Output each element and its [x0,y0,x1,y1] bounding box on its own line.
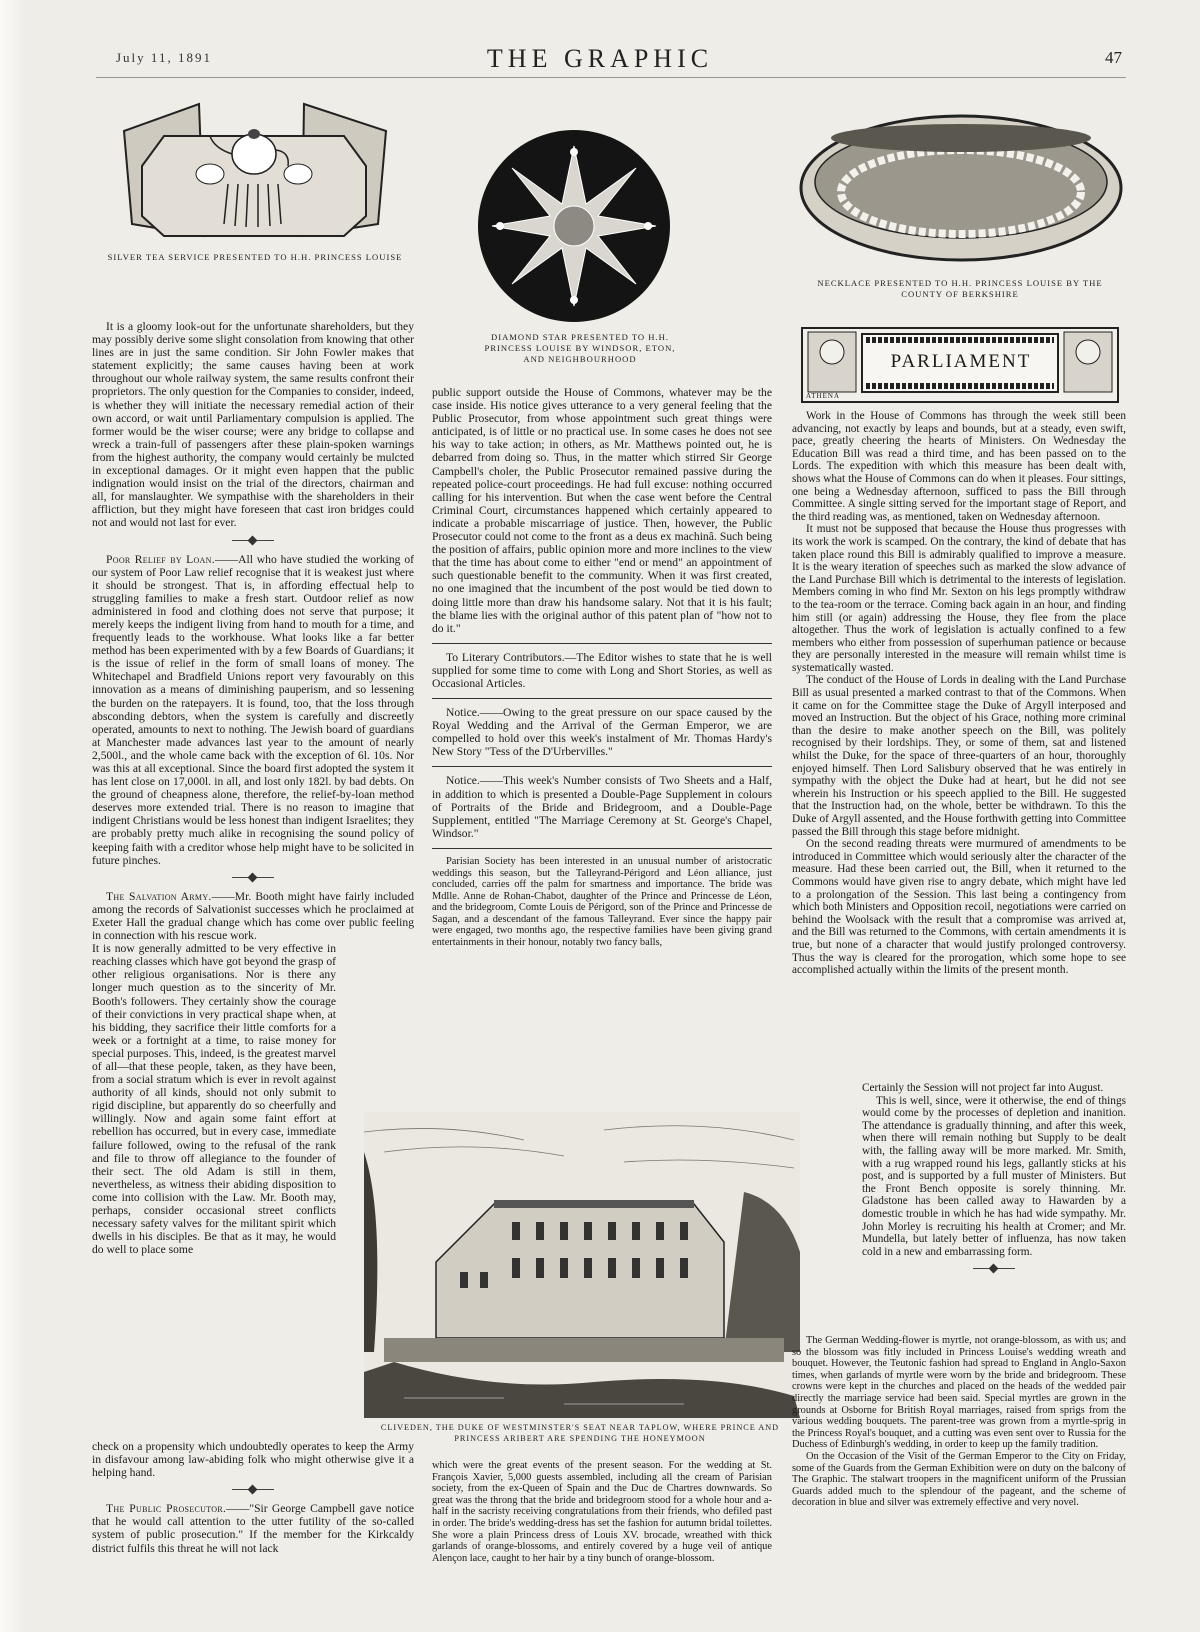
article-prosecutor-cont: public support outside the House of Commons, whatever may be the case inside. His notice gives utterance to a very general feeling that the Public Prosecutor, from whose appointment such great things were anticipated, is of little or no practical use. In some cases he does not see his way to take action; in others, as Mr. Matthews pointed out, he is debarred from doing so. Thus, in the matter which stirred Sir George Campbell's choler, the Public Prosecutor remained passive during the repeated police-court proceedings. He had full excuse: nothing occurred calling for his intervention. But when the case went before the Central Criminal Court, circumstances happened which certainly appeared to indicate a probable miscarriage of justice. Then, however, the Public Prosecutor could not come to the front as a deus ex machinâ. Such being the position of affairs, public opinion more and more inclines to the view that the time has about come to either "end or mend" an appointment of such questionable benefit to the community. When it was first created, no one imagined that the incumbent of the post would be tied down to doing little more than draw his handsome salary. Not that it is his fault; the blame lies with the original author of this patent plan of "how not to do it." [432,386,772,635]
article-public-prosecutor [92,1502,414,1554]
column-right-narrow [862,1082,1126,1279]
notice-tess: Notice.——Owing to the great pressure on our space caused by the Royal Wedding and the Arrival of the German Emperor, we are compelled to hold over this week's instalment of Mr. Thomas Hardy's New Story "Tess of the D'Urbervilles." [432,698,772,758]
cliveden-illustration [364,1112,800,1418]
column-right [792,410,1126,977]
parliament-banner-label: PARLIAMENT [890,351,1032,372]
column-right-lower [792,1335,1126,1509]
article-parliament-4: On the second reading threats were murmured of amendments to be introduced in Committee which would seriously alter the character of the measure. Had these been carried out, the Bill, when it returned to the Commons would have given rise to angry debate, which might have led to a prolongation of the Session. This last being a contingency from which both Ministers and Opposition recoil, negotiations were carried on behind the Woolsack with the result that a compromise was arrived at, and the Bill was returned to the Commons, with certain amendments it is true, but none of a character that would justify prolonged controversy. Thus the way is cleared for the prorogation, which some hope to see accomplished actually within the limits of the present month. [792,838,1126,977]
masthead-title: THE GRAPHIC [486,44,714,73]
article-parisian-society: Parisian Society has been interested in an unusual number of aristocratic weddings this season, but the Talleyrand-Périgord and Léon alliance, just concluded, carries off the palm for smartness and importance. The bride was Mdlle. Anne de Rohan-Chabot, daughter of the Prince and Princesse de Léon, and the bridegroom, Comte Louis de Périgord, son of the Prince and Princesse de Sagan, and a descendant of the famous Talleyrand. Ever since the happy pair were engaged, two months ago, the respective families have been giving grand entertainments in their honour, notably two fancy balls, [432,848,772,949]
article-german-emperor: On the Occasion of the Visit of the German Emperor to the City on Friday, some of the Guards from the German Exhibition were on duty on the balcony of The Graphic. The stalwart troopers in the magnificent uniform of the Prussian Guards added much to the splendour of the pageant, and the scheme of decoration in blue and silver was extremely effective and very novel. [792,1450,1126,1509]
heading-salvation-army: The Salvation Army. [106,889,212,903]
section-divider [232,877,274,878]
notice-literary-contributors: To Literary Contributors.—The Editor wishes to state that he is well supplied for some time to come with Long and Short Stories, as well as Occasional Articles. [432,643,772,690]
notice-supplements: Notice.——This week's Number consists of Two Sheets and a Half, in addition to which is presented a Double-Page Supplement in colours of Portraits of the Bride and Bridegroom, and a Double-Page Supplement, entitled "The Marriage Ceremony at St. George's Chapel, Windsor." [432,766,772,839]
necklace-illustration [796,108,1126,268]
caption-cliveden: CLIVEDEN, THE DUKE OF WESTMINSTER'S SEAT NEAR TAPLOW, WHERE PRINCE AND PRINCESS ARIBERT ARE SPENDING THE HONEYMOON [380,1423,780,1443]
body-salvation-army: ——Mr. Booth might have fairly included among the records of Salvationist successes which he proclaimed at Exeter Hall the gradual change which has come over public feeling in connection with his rescue work. [92,889,414,943]
article-railway-bridges: It is a gloomy look-out for the unfortunate shareholders, but they may possibly derive some slight consolation from knowing that other lines are in just the same condition. Sir John Fowler makes that statement explicitly; the same causes having been at work throughout our whole railway system, the same results confront their proprietors. The only question for the Companies to consider, indeed, is whether they will initiate the necessary remedial action of their own accord, or wait until Parliamentary compulsion is applied. The former would be the wiser course; were any bridge to collapse and wreck a train-full of passengers after these plain-spoken warnings from the highest authority, the company would certainly be mulcted in exceptional damages. Or it might even happen that the public indignation would insist on the trial of the directors, chairman and all, for manslaughter. We sympathise with the shareholders in their affliction, but they might have foreseen that cast iron bridges could not and would not last for ever. [92,320,414,530]
article-parliament-5b: This is well, since, were it otherwise, the end of things would come by the processes of depletion and inanition. The attendance is gradually thinning, and after this week, when there will remain nothing but Supply to be dealt with, the falling away will be more marked. Mr. Smith, with a rug wrapped round his legs, gallantly sticks at his post, and is supported by a full muster of Ministers. But the Front Bench opposite is sorely thinning. Mr. Gladstone has been called away to Hawarden by a domestic trouble in which he has had wide sympathy. Mr. John Morley is recruiting his health at Cromer; and Mr. Mundella, but lately better of influenza, has now taken cold in a new and embarrassing form. [862,1094,1126,1258]
parliament-banner-figure: ATHENA [806,392,840,400]
page-number: 47 [1105,48,1122,67]
tea-service-illustration [104,96,404,246]
article-parisian-society-cont: which were the great events of the present season. For the wedding at St. François Xavier, 5,000 guests assembled, including all the cream of Parisian society, from the ex-Queen of Spain and the Duc de Chartres downwards. So great was the throng that the bride and bridegroom stood for a whole hour and a-half in the sacristy receiving congratulations from their friends, who defiled past in order. The bride's wedding-dress has set the fashion for autumn bridal toilettes. She wore a plain Princess dress of Louis XV. brocade, wreathed with thick garlands of orange-blossoms, and entirely covered by a huge veil of antique Alençon lace, caught to her hair by a tiny bunch of orange-blossom. [432,1460,772,1564]
heading-poor-relief: Poor Relief by Loan. [106,552,215,566]
body-salvation-army-end: check on a propensity which undoubtedly operates to keep the Army in disfavour among law-abiding folk who might otherwise give it a helping hand. [92,1440,414,1480]
caption-diamond-star: DIAMOND STAR PRESENTED TO H.H. PRINCESS LOUISE BY WINDSOR, ETON, AND NEIGHBOURHOOD [484,332,676,364]
article-parliament-2: It must not be supposed that because the House thus progresses with its work the work is scamped. On the contrary, the kind of debate that has taken place round this Bill is admirably qualified to improve a measure. It is the weary iteration of speeches such as marked the slow advance of the Land Purchase Bill which is detrimental to the interests of legislation. Members coming in who find Mr. Sexton on his legs promptly withdraw to the tea-room or the terrace. Coming back again in an hour, and finding him still (or again) addressing the House, they flee from the place altogether. Thus the work of legislation is actually confined to a few members who either from possession of superhuman patience or because they are personally interested in the measure will remain whilst time is systematically wasted. [792,523,1126,674]
body-public-prosecutor: ——"Sir George Campbell gave notice that he would call attention to the utter futility of the so-called system of public prosecution." If the member for the Kirkcaldy district fulfils this threat he will not lack [92,1502,414,1555]
page-edge [0,0,26,1632]
column-left-lower [92,1440,414,1555]
article-salvation-army [92,890,414,942]
section-divider [232,1489,274,1490]
article-poor-relief [92,553,414,867]
issue-date: July 11, 1891 [116,50,212,65]
column-middle [432,386,772,949]
diamond-star-illustration [476,128,672,324]
caption-tea-service: SILVER TEA SERVICE PRESENTED TO H.H. PRINCESS LOUISE [107,252,403,262]
article-wedding-flower: The German Wedding-flower is myrtle, not orange-blossom, as with us; and so the blossom was fitly included in Princess Louise's wedding wreath and bouquet. However, the Teutonic fashion had spread to England in Anglo-Saxon times, when garlands of myrtle were worn by the bride and bridegroom. These crowns were kept in the churches and placed on the heads of the wedded pair directly the marriage service had been said. Special myrtles are grown in the grounds at Osborne for British Royal marriages, raised from sprigs from the various wedding bouquets. The parent-tree was grown from a myrtle-sprig in the Princess Royal's bouquet, and a cutting was even sent over to Russia for the Duchess of Edinburgh's wedding, in order to keep up the family tradition. [792,1335,1126,1451]
body-poor-relief: ——All who have studied the working of our system of Poor Law relief recognise that it is weakest just where it should be strongest. That is, in affording effectual help to struggling families to make a fresh start. Outdoor relief as now administered in food and clothing does not serve that purpose; it merely keeps the indigent living from hand to mouth for a time, and frequently leads to the workhouse. What looks like a far better method has been experimented with by a few Boards of Guardians; it is the issue of relief in the form of small loans of money. The Whitechapel and Bradfield Unions report very favourably on this innovation as a means of diminishing pauperism, and so lessening the burden on the ratepayers. It is found, too, that the loss through absconding debtors, when the system is carefully and discreetly operated, amounts to next to nothing. The Jewish board of guardians at Manchester made advances last year to the amount of nearly 2,500l., and the whole came back with the exception of 6l. 10s. Nor was this at all exceptional. Since the board first adopted the system it has lent close on 17,000l. in all, and lost only 182l. by bad debts. On the ground of cheapness alone, therefore, the relief-by-loan method deserves more extended trial. There is no reason to imagine that indigent Christians would be less honest than indigent Israelites; they are probably pretty much alike in recognising the sound policy of keeping faith with a creditor whose help might have to be solicited in future pinches. [92,552,415,867]
body-salvation-army-wrap: It is now generally admitted to be very effective in reaching classes which have got beyond the grasp of other religious organisations. Nor is there any longer much question as to the sincerity of Mr. Booth's followers. They certainly show the courage of their convictions in very practical shape when, at his bidding, they sacrifice their little comforts for a week or a fortnight at a time, to raise money for special purposes. This, indeed, is the greatest marvel of all—that these people, taken, as they have been, from a social stratum which is ever in revolt against authority of all kinds, should not only submit to rigid discipline, but apparently do so cheerfully and willingly. Now and again some faint effort at rebellion has occurred, but in every case, immediate failure followed, owing to the refusal of the rank and file to throw off allegiance to the founder of their sect. The old Adam is still in them, nevertheless, as witness their abiding disposition to come into collision with the Law. Mr. Booth may, perhaps, consider occasional street conflicts necessary safety valves for the militant spirit which dwells in his disciples. Be that as it may, he would do well to place some [92,942,336,1257]
column-middle-lower [432,1460,772,1564]
caption-necklace: NECKLACE PRESENTED TO H.H. PRINCESS LOUISE BY THE COUNTY OF BERKSHIRE [817,278,1103,299]
header-rule [96,77,1126,78]
section-divider [973,1268,1015,1269]
article-parliament-3: The conduct of the House of Lords in dealing with the Land Purchase Bill as usual presented a marked contrast to that of the Commons. When it came on for the Committee stage the Duke of Argyll interposed and moved an Instruction. But the object of his Grace, nothing more criminal than the desire to make another speech on the Bill, was politely recognised by their lordships. They, or some of them, sat and listened whilst the Duke, for the space of three-quarters of an hour, thoroughly enjoyed himself. Then Lord Salisbury observed that he was entirely in sympathy with the object the Duke had at heart, but he did not see wherein his Instruction or his speech applied to the Bill. He suggested that the Instruction had, on the whole, better be withdrawn. To this the Duke of Argyll assented, and the House forthwith getting into Committee passed the Bill through this stage before midnight. [792,674,1126,838]
section-divider [232,540,274,541]
article-parliament-1: Work in the House of Commons has through the week still been advancing, not exactly by leaps and bounds, but at a steady, even swift, pace, greatly cheering the hearts of Ministers. On Wednesday the Education Bill was read a third time, and has been passed on to the Lords. The expedition with which this measure has been dealt with, shows what the House of Commons can do when it pleases. Four sittings, one being a Wednesday afternoon, sufficed to pass the Bill through Committee. A single sitting served for the important stage of Report, and the third reading was, as mentioned, taken on Wednesday afternoon. [792,410,1126,523]
heading-public-prosecutor: The Public Prosecutor. [106,1502,227,1516]
article-parliament-5a: Certainly the Session will not project far into August. [862,1082,1104,1094]
